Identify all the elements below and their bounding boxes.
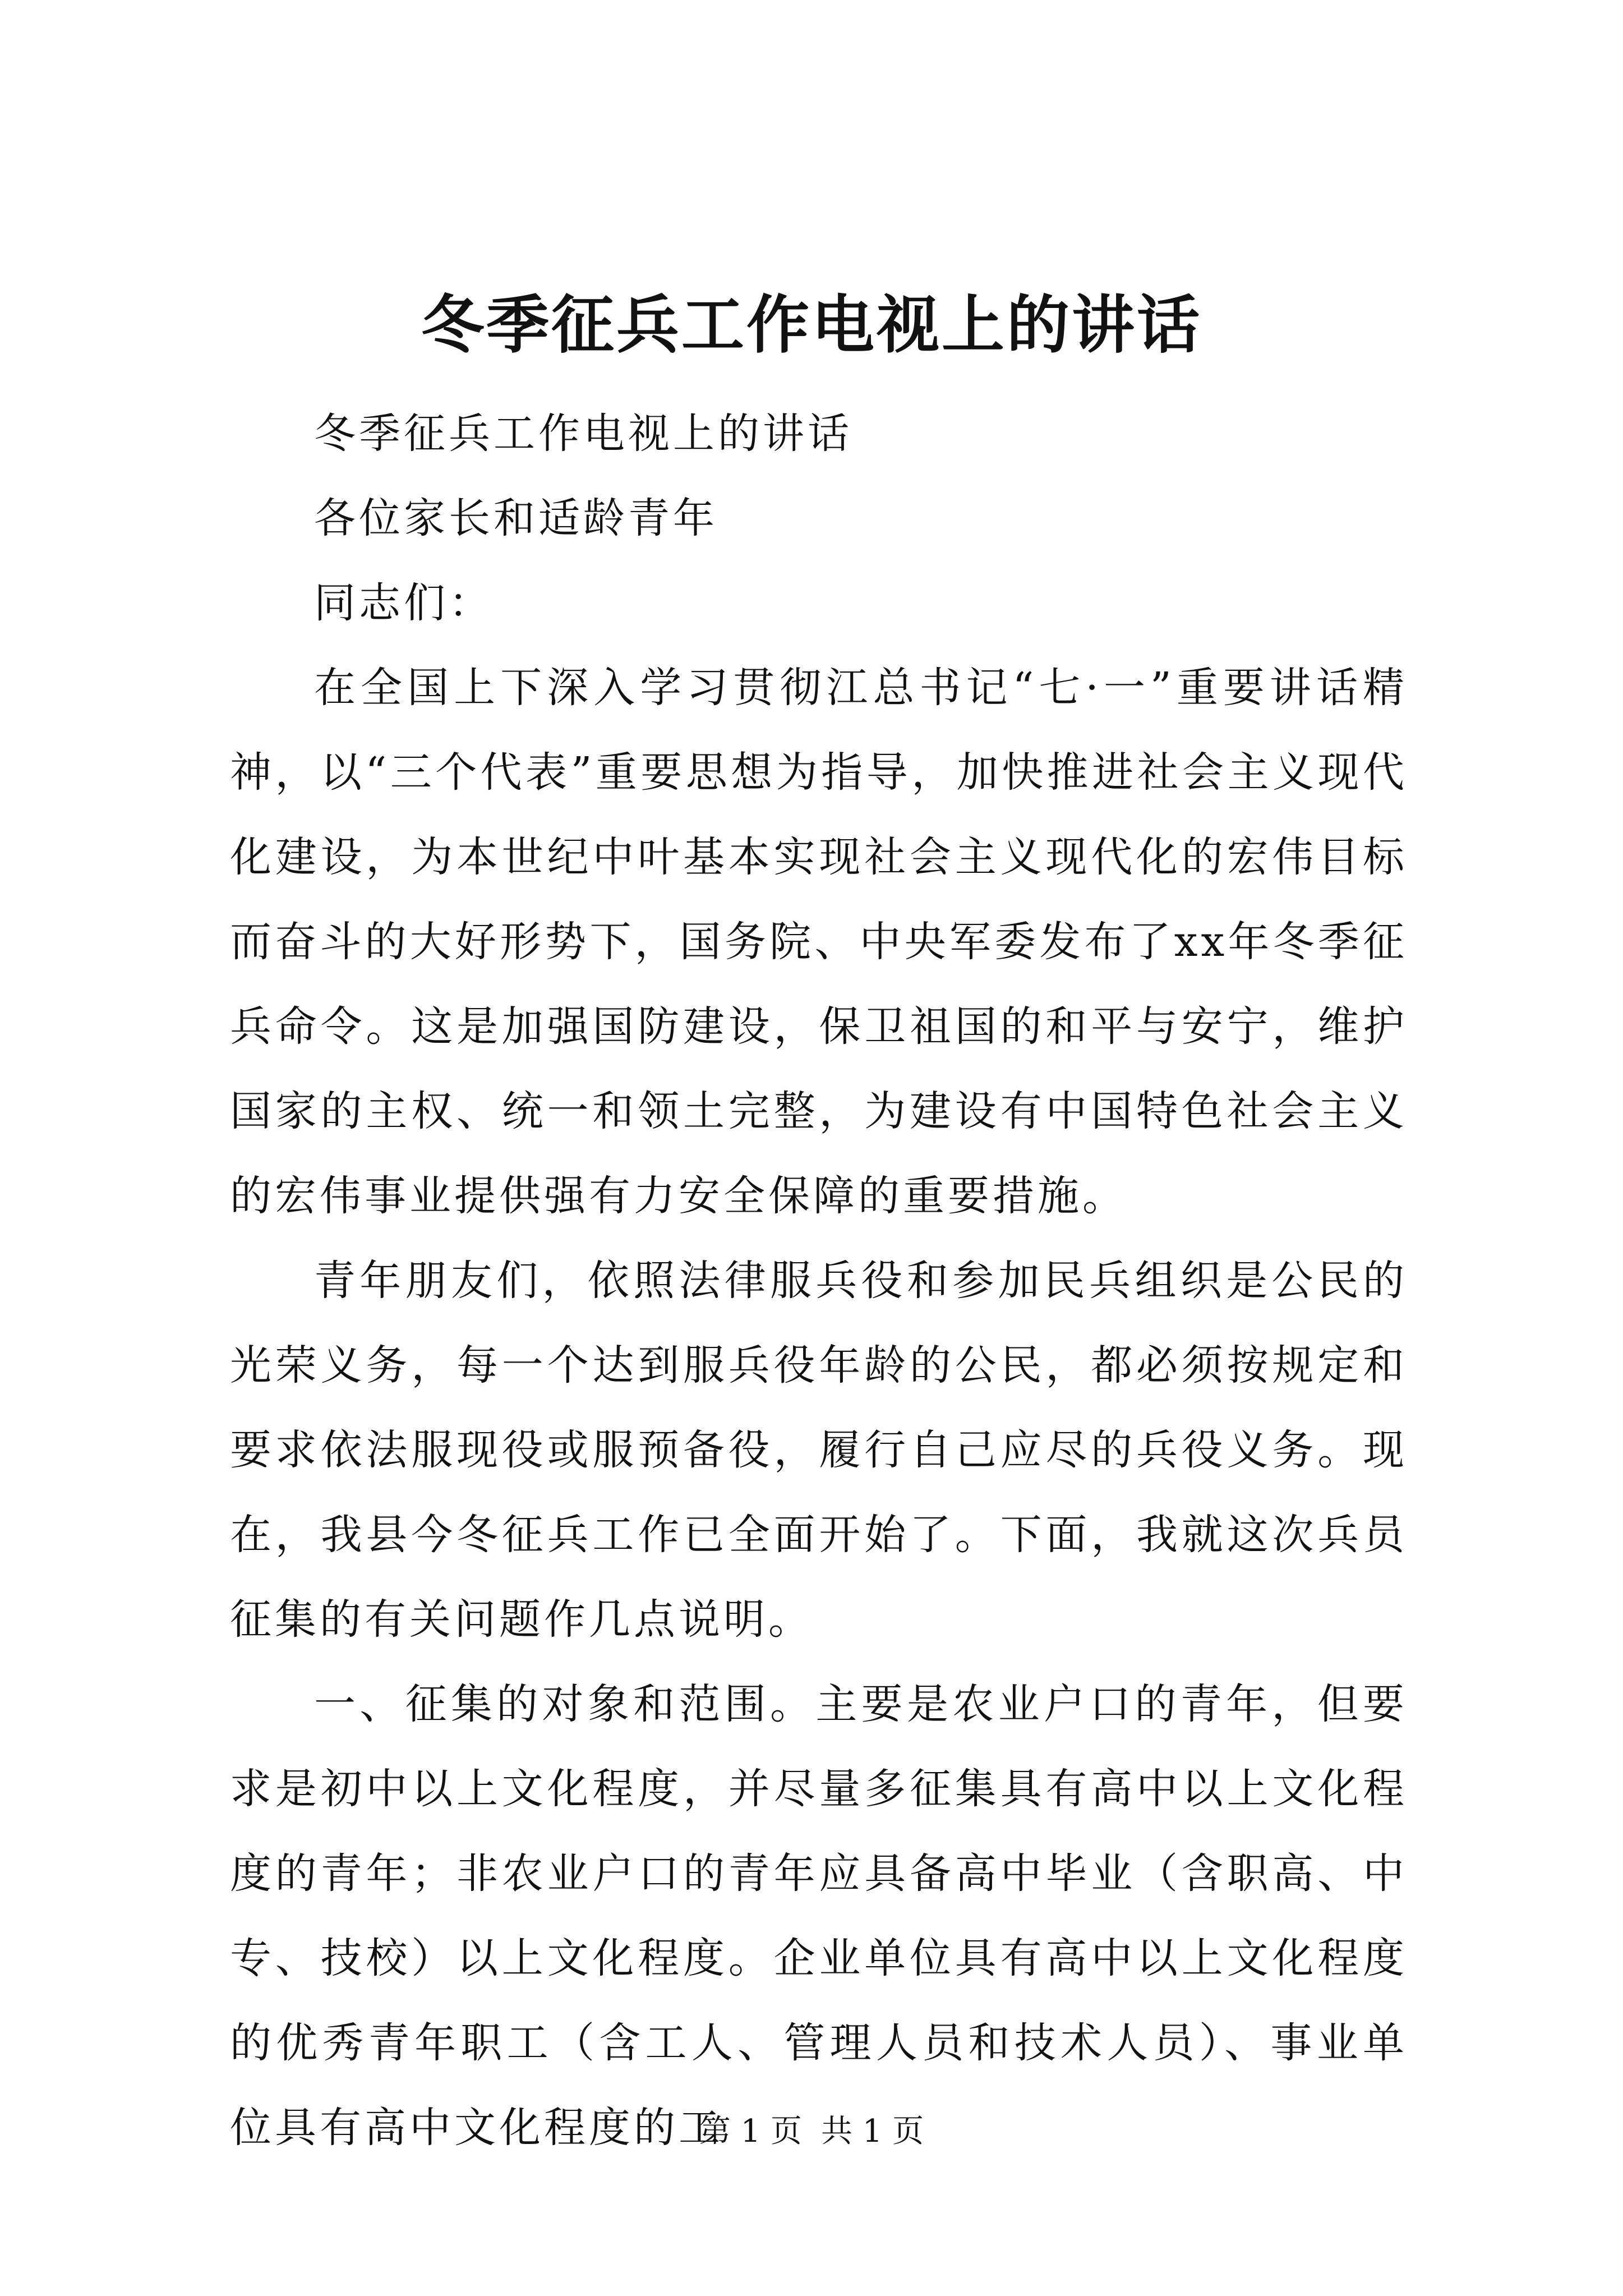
paragraph-body: 在全国上下深入学习贯彻江总书记“七·一”重要讲话精神，以“三个代表”重要思想为指导，加快推进社会主义现代化建设，为本世纪中叶基本实现社会主义现代化的宏伟目标而奋斗的大好形势下，国务院、中央军委发布了xx年冬季征兵命令。这是加强国防建设，保卫祖国的和平与安宁，维护国家的主权、统一和领土完整，为建设有中国特色社会主义的宏伟事业提供强有力安全保障的重要措施。 xyxy=(230,664,1408,1220)
paragraph-salutation-comrades: 同志们： xyxy=(314,579,494,627)
paragraph-body: 一、征集的对象和范围。主要是农业户口的青年，但要求是初中以上文化程度，并尽量多征集具有高中以上文化程度的青年；非农业户口的青年应具备高中毕业（含职高、中专、技校）以上文化程度。企业单位具有高中以上文化程度的优秀青年职工（含工人、管理人员和技术人员）、事业单位具有高中文化程度的工 xyxy=(230,1680,1408,2152)
page-number: 第 1 页 xyxy=(699,2113,802,2150)
paragraph-subtitle: 冬季征兵工作电视上的讲话 xyxy=(314,409,852,458)
page-footer xyxy=(0,2112,1623,2151)
paragraph-salutation-audience: 各位家长和适龄青年 xyxy=(314,494,718,542)
page-total: 共 1 页 xyxy=(821,2113,924,2150)
paragraph-body: 青年朋友们，依照法律服兵役和参加民兵组织是公民的光荣义务，每一个达到服兵役年龄的公民，都必须按规定和要求依法服现役或服预备役，履行自己应尽的兵役义务。现在，我县今冬征兵工作已全面开始了。下面，我就这次兵员征集的有关问题作几点说明。 xyxy=(230,1257,1408,1644)
document-title: 冬季征兵工作电视上的讲话 xyxy=(421,288,1202,362)
document-body xyxy=(230,392,1408,2170)
